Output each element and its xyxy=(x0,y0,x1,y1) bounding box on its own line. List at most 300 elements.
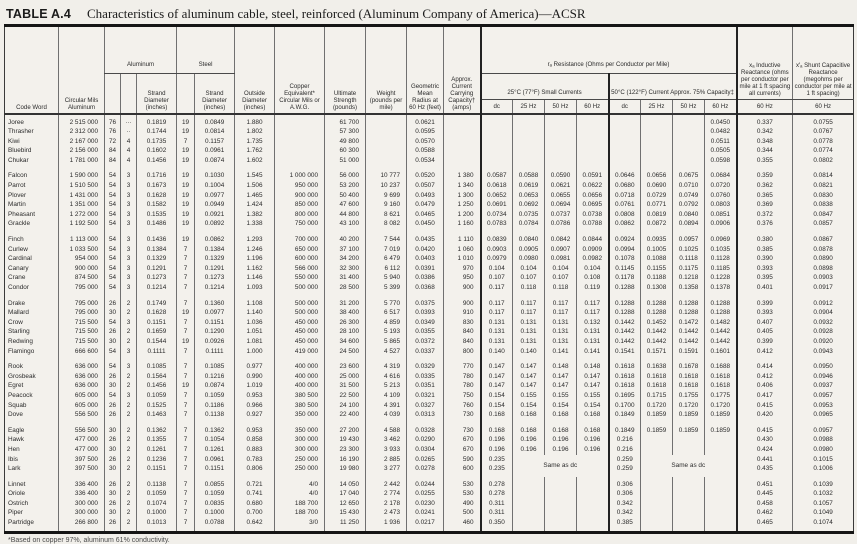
cell-code-word: Crow xyxy=(8,318,23,326)
cell-r50-25hz: 0.1638 xyxy=(641,359,673,372)
cell-outside-diameter: 0.953 xyxy=(235,423,275,436)
table-row xyxy=(5,210,854,220)
cell-r25-50hz xyxy=(545,114,577,128)
table-row xyxy=(5,232,854,245)
cell-r50-50hz: 0.1755 xyxy=(673,391,705,401)
cell-xa-60hz: 0.415 xyxy=(737,401,793,411)
cell-al-strand-diameter: 0.1059 xyxy=(137,489,177,499)
cell-amps: 530 xyxy=(444,477,481,490)
cell-r50-60hz: 0.1775 xyxy=(705,391,737,401)
cell-circular-mils: 900 000 xyxy=(59,264,105,274)
cell-xc-60hz: 0.1032 xyxy=(793,489,854,499)
cell-xc-60hz: 0.0814 xyxy=(793,168,854,181)
cell-r25-25hz: 0.0692 xyxy=(513,200,545,210)
cell-gmr: 0.0355 xyxy=(407,327,444,337)
cell-r50-50hz: 0.1442 xyxy=(673,337,705,347)
cell-r25-25hz xyxy=(513,477,545,490)
cell-al-strands: 30 xyxy=(105,381,121,391)
cell-r25-60hz: 0.132 xyxy=(577,318,609,328)
cell-circular-mils: 715 500 xyxy=(59,318,105,328)
cell-code-word: Dove xyxy=(8,411,23,419)
cell-r50-dc: 0.1849 xyxy=(609,423,641,436)
cell-r25-25hz: 0.104 xyxy=(513,264,545,274)
cell-r50-dc: 0.1695 xyxy=(609,391,641,401)
cell-st-strand-diameter: 0.0961 xyxy=(195,455,235,465)
cell-code-word: Flamingo xyxy=(8,347,35,355)
col-header-inductive-reactance: xₐ Inductive Reactance (ohms per conductor per mile at 1 ft spacing all currents) xyxy=(737,26,793,100)
cell-ultimate-strength: 34 600 xyxy=(325,337,366,347)
cell-st-strands: 7 xyxy=(177,283,195,296)
cell-al-strand-diameter: 0.1525 xyxy=(137,401,177,411)
cell-weight: 5 865 xyxy=(366,337,407,347)
col-header-capacitive-reactance: x′ₐ Shunt Capacitive Reactance (megohms per conductor per mile at 1 ft spacing) xyxy=(793,26,854,100)
cell-al-layers: 3 xyxy=(121,245,137,255)
cell-amps: 590 xyxy=(444,455,481,465)
cell-al-layers: 2 xyxy=(121,477,137,490)
cell-xc-60hz: 0.0890 xyxy=(793,254,854,264)
cell-al-strand-diameter: 0.1059 xyxy=(137,391,177,401)
cell-xc-60hz: 0.1057 xyxy=(793,499,854,509)
cell-r50-25hz: 0.1288 xyxy=(641,296,673,309)
cell-al-strands: 84 xyxy=(105,156,121,169)
cell-r25-60hz: 0.131 xyxy=(577,337,609,347)
cell-circular-mils: 2 515 000 xyxy=(59,114,105,128)
cell-code-word: Peacock xyxy=(8,391,33,399)
table-row xyxy=(5,337,854,347)
cell-ultimate-strength: 14 050 xyxy=(325,477,366,490)
cell-r25-25hz: 0.168 xyxy=(513,410,545,423)
cell-xc-60hz: 0.0920 xyxy=(793,337,854,347)
cell-outside-diameter: 1.424 xyxy=(235,200,275,210)
cell-amps xyxy=(444,114,481,128)
cell-circular-mils: 1 113 000 xyxy=(59,232,105,245)
cell-amps: 1 200 xyxy=(444,210,481,220)
cell-code-word: Finch xyxy=(8,236,24,244)
cell-r25-60hz xyxy=(577,156,609,169)
cell-outside-diameter: 1.802 xyxy=(235,127,275,137)
cell-r25-50hz: 0.107 xyxy=(545,273,577,283)
cell-r25-50hz: 0.155 xyxy=(545,391,577,401)
cell-ultimate-strength: 60 300 xyxy=(325,146,366,156)
table-row xyxy=(5,410,854,423)
cell-copper-equivalent: 700 000 xyxy=(275,232,325,245)
cell-r25-50hz: 0.0981 xyxy=(545,254,577,264)
cell-r50-25hz: 0.1288 xyxy=(641,308,673,318)
col-header-r50-25hz: 25 Hz xyxy=(641,100,673,114)
cell-al-strand-diameter: 0.1582 xyxy=(137,200,177,210)
cell-r50-dc: 0.1618 xyxy=(609,381,641,391)
cell-r50-50hz: 0.1218 xyxy=(673,273,705,283)
cell-st-strands: 7 xyxy=(177,499,195,509)
cell-r25-50hz xyxy=(545,127,577,137)
cell-xa-60hz: 0.430 xyxy=(737,435,793,445)
cell-r50-25hz: 0.0771 xyxy=(641,200,673,210)
cell-st-strands: 19 xyxy=(177,168,195,181)
cell-al-layers: 2 xyxy=(121,445,137,455)
cell-ultimate-strength: 31 400 xyxy=(325,273,366,283)
cell-code-word: Canary xyxy=(8,264,29,272)
cell-amps: 900 xyxy=(444,296,481,309)
table-row xyxy=(5,254,854,264)
table-row xyxy=(5,137,854,147)
cell-r50-25hz: 0.1452 xyxy=(641,318,673,328)
cell-r50-25hz xyxy=(641,146,673,156)
cell-r50-60hz: 0.1618 xyxy=(705,381,737,391)
cell-r50-60hz: 0.1720 xyxy=(705,401,737,411)
cell-al-strands: 30 xyxy=(105,508,121,518)
cell-weight: 4 039 xyxy=(366,410,407,423)
table-row xyxy=(5,273,854,283)
cell-r50-60hz xyxy=(705,477,737,490)
cell-r25-dc: 0.311 xyxy=(481,499,513,509)
table-row xyxy=(5,181,854,191)
cell-weight: 9 160 xyxy=(366,200,407,210)
cell-r25-25hz: 0.140 xyxy=(513,347,545,360)
cell-outside-diameter: 0.977 xyxy=(235,359,275,372)
col-header-current-capacity: Approx. Current Carrying Capacity† (amps) xyxy=(444,26,481,114)
cell-r50-dc: 0.0718 xyxy=(609,191,641,201)
cell-r50-60hz: 0.1688 xyxy=(705,359,737,372)
cell-circular-mils: 795 000 xyxy=(59,308,105,318)
cell-r50-60hz xyxy=(705,518,737,532)
cell-al-strand-diameter: 0.1744 xyxy=(137,127,177,137)
cell-r25-dc: 0.0903 xyxy=(481,245,513,255)
footnote: *Based on copper 97%, aluminum 61% conductivity. xyxy=(8,536,170,544)
cell-al-layers: 3 xyxy=(121,181,137,191)
cell-r25-60hz: 0.0656 xyxy=(577,191,609,201)
cell-al-strand-diameter: 0.1486 xyxy=(137,219,177,232)
cell-xc-60hz: 0.0857 xyxy=(793,219,854,232)
cell-r25-60hz xyxy=(577,518,609,532)
cell-xa-60hz: 0.376 xyxy=(737,219,793,232)
cell-ultimate-strength: 31 200 xyxy=(325,296,366,309)
cell-al-strand-diameter: 0.1111 xyxy=(137,347,177,360)
cell-r50-50hz xyxy=(673,518,705,532)
cell-xc-60hz: 0.1039 xyxy=(793,477,854,490)
cell-circular-mils: 336 400 xyxy=(59,477,105,490)
cell-r25-60hz xyxy=(577,499,609,509)
cell-r25-25hz: 0.147 xyxy=(513,372,545,382)
cell-r25-25hz: 0.0619 xyxy=(513,181,545,191)
cell-r25-dc: 0.235 xyxy=(481,464,513,477)
cell-st-strands: 19 xyxy=(177,181,195,191)
cell-copper-equivalent: 3/0 xyxy=(275,518,325,532)
cell-r50-60hz: 0.0684 xyxy=(705,168,737,181)
cell-r50-25hz: 0.0656 xyxy=(641,168,673,181)
cell-r50-50hz xyxy=(673,127,705,137)
cell-weight: 6 479 xyxy=(366,254,407,264)
cell-r50-dc: 0.1288 xyxy=(609,283,641,296)
cell-copper-equivalent: 4/0 xyxy=(275,489,325,499)
cell-xc-60hz: 0.0957 xyxy=(793,391,854,401)
cell-ultimate-strength: 25 000 xyxy=(325,372,366,382)
cell-amps: 970 xyxy=(444,264,481,274)
cell-r50-50hz: 0.1618 xyxy=(673,372,705,382)
cell-al-layers: ·· xyxy=(121,127,137,137)
cell-r50-dc: 0.1442 xyxy=(609,318,641,328)
cell-gmr: 0.0493 xyxy=(407,191,444,201)
cell-r50-dc xyxy=(609,146,641,156)
table-row xyxy=(5,308,854,318)
cell-r25-dc: 0.196 xyxy=(481,435,513,445)
cell-r25-25hz: 0.118 xyxy=(513,283,545,296)
cell-weight: 5 213 xyxy=(366,381,407,391)
cell-al-strand-diameter: 0.1456 xyxy=(137,381,177,391)
cell-outside-diameter: 1.162 xyxy=(235,264,275,274)
cell-r25-60hz xyxy=(577,114,609,128)
cell-r50-dc: 0.306 xyxy=(609,489,641,499)
table-row xyxy=(5,445,854,455)
cell-xc-60hz: 0.0755 xyxy=(793,114,854,128)
cell-gmr: 0.0313 xyxy=(407,410,444,423)
cell-xa-60hz: 0.359 xyxy=(737,168,793,181)
cell-amps: 840 xyxy=(444,337,481,347)
cell-al-strands: 54 xyxy=(105,254,121,264)
cell-r25-60hz: 0.119 xyxy=(577,283,609,296)
cell-r50-50hz: 0.1859 xyxy=(673,410,705,423)
cell-r25-50hz xyxy=(545,477,577,490)
cell-copper-equivalent: 400 000 xyxy=(275,372,325,382)
cell-r25-25hz xyxy=(513,114,545,128)
cell-circular-mils: 556 500 xyxy=(59,423,105,436)
cell-gmr: 0.0372 xyxy=(407,337,444,347)
cell-st-strands: 19 xyxy=(177,200,195,210)
cell-al-strands: 26 xyxy=(105,477,121,490)
cell-gmr: 0.0391 xyxy=(407,264,444,274)
cell-r25-25hz: 0.0905 xyxy=(513,245,545,255)
cell-ultimate-strength: 43 100 xyxy=(325,219,366,232)
cell-al-layers: 3 xyxy=(121,200,137,210)
cell-r25-50hz: 0.118 xyxy=(545,283,577,296)
cell-r25-25hz: 0.196 xyxy=(513,445,545,455)
cell-st-strands: 7 xyxy=(177,359,195,372)
cell-al-strand-diameter: 0.1214 xyxy=(137,283,177,296)
cell-st-strand-diameter: 0.1138 xyxy=(195,410,235,423)
cell-copper-equivalent: 450 000 xyxy=(275,337,325,347)
cell-outside-diameter: 1.382 xyxy=(235,210,275,220)
col-header-al-layers xyxy=(121,74,137,114)
cell-copper-equivalent: 500 000 xyxy=(275,296,325,309)
cell-r50-50hz: 0.1442 xyxy=(673,327,705,337)
cell-al-strands: 54 xyxy=(105,359,121,372)
cell-xa-60hz: 0.412 xyxy=(737,372,793,382)
cell-code-word: Oriole xyxy=(8,490,26,498)
cell-xc-60hz: 0.1015 xyxy=(793,455,854,465)
cell-st-strands: 7 xyxy=(177,455,195,465)
cell-r50-dc: 0.259 xyxy=(609,464,641,477)
cell-amps: 500 xyxy=(444,508,481,518)
cell-code-word: Crane xyxy=(8,274,26,282)
cell-circular-mils: 1 510 500 xyxy=(59,181,105,191)
cell-code-word: Linnet xyxy=(8,480,26,488)
cell-gmr: 0.0534 xyxy=(407,156,444,169)
cell-amps: 800 xyxy=(444,347,481,360)
cell-gmr: 0.0588 xyxy=(407,146,444,156)
cell-st-strands: 7 xyxy=(177,477,195,490)
cell-weight: 5 399 xyxy=(366,283,407,296)
table-row xyxy=(5,381,854,391)
cell-al-layers: 2 xyxy=(121,327,137,337)
cell-xa-60hz: 0.362 xyxy=(737,181,793,191)
cell-r50-25hz: 0.1088 xyxy=(641,254,673,264)
col-header-r25-dc: dc xyxy=(481,100,513,114)
cell-gmr: 0.0217 xyxy=(407,518,444,532)
cell-st-strand-diameter: 0.1004 xyxy=(195,181,235,191)
cell-r50-dc: 0.1288 xyxy=(609,308,641,318)
cell-amps: 1 300 xyxy=(444,191,481,201)
cell-ultimate-strength: 32 300 xyxy=(325,264,366,274)
cell-gmr: 0.0337 xyxy=(407,347,444,360)
cell-r25-dc: 0.154 xyxy=(481,401,513,411)
col-header-code-word: Code Word xyxy=(5,26,59,114)
cell-r50-60hz: 0.1128 xyxy=(705,254,737,264)
cell-xa-60hz: 0.399 xyxy=(737,337,793,347)
cell-r25-60hz: 0.0695 xyxy=(577,200,609,210)
cell-r25-50hz: 0.0907 xyxy=(545,245,577,255)
cell-st-strands: 7 xyxy=(177,254,195,264)
cell-r50-dc: 0.342 xyxy=(609,508,641,518)
cell-r50-50hz: 0.0840 xyxy=(673,210,705,220)
cell-al-strand-diameter: 0.1659 xyxy=(137,327,177,337)
cell-r50-dc: 0.1178 xyxy=(609,273,641,283)
cell-r50-25hz xyxy=(641,127,673,137)
cell-st-strand-diameter: 0.0926 xyxy=(195,337,235,347)
cell-st-strands: 19 xyxy=(177,146,195,156)
cell-st-strands: 7 xyxy=(177,445,195,455)
cell-r25-dc xyxy=(481,156,513,169)
cell-code-word: Falcon xyxy=(8,172,28,180)
cell-st-strand-diameter: 0.1214 xyxy=(195,283,235,296)
cell-amps: 840 xyxy=(444,327,481,337)
cell-copper-equivalent xyxy=(275,114,325,128)
cell-outside-diameter: 1.000 xyxy=(235,347,275,360)
cell-xc-60hz: 0.1074 xyxy=(793,518,854,532)
cell-copper-equivalent: 380 500 xyxy=(275,391,325,401)
cell-al-strands: 54 xyxy=(105,200,121,210)
cell-r50-60hz: 0.1482 xyxy=(705,318,737,328)
cell-amps: 1 250 xyxy=(444,200,481,210)
cell-al-strands: 26 xyxy=(105,499,121,509)
cell-xc-60hz: 0.0903 xyxy=(793,273,854,283)
cell-r50-25hz: 0.1442 xyxy=(641,337,673,347)
cell-al-strand-diameter: 0.1151 xyxy=(137,318,177,328)
cell-outside-diameter: 1.338 xyxy=(235,219,275,232)
cell-st-strand-diameter: 0.1000 xyxy=(195,508,235,518)
cell-st-strand-diameter: 0.1329 xyxy=(195,254,235,264)
cell-r50-50hz: 0.1358 xyxy=(673,283,705,296)
cell-al-strands: 30 xyxy=(105,337,121,347)
cell-amps: 1 010 xyxy=(444,254,481,264)
cell-al-strands: 54 xyxy=(105,264,121,274)
cell-xc-60hz: 0.0953 xyxy=(793,401,854,411)
cell-copper-equivalent: 750 000 xyxy=(275,219,325,232)
cell-outside-diameter: 0.721 xyxy=(235,477,275,490)
cell-gmr: 0.0321 xyxy=(407,391,444,401)
cell-amps: 730 xyxy=(444,410,481,423)
cell-xa-60hz: 0.337 xyxy=(737,114,793,128)
cell-r25-dc: 0.107 xyxy=(481,273,513,283)
cell-amps: 1 340 xyxy=(444,181,481,191)
cell-r25-dc: 0.147 xyxy=(481,359,513,372)
cell-r25-50hz: 0.196 xyxy=(545,445,577,455)
cell-r25-dc xyxy=(481,137,513,147)
cell-outside-diameter: 0.642 xyxy=(235,518,275,532)
table-row xyxy=(5,168,854,181)
cell-r50-50hz xyxy=(673,146,705,156)
cell-r50-dc: 0.0680 xyxy=(609,181,641,191)
cell-copper-equivalent: 950 000 xyxy=(275,181,325,191)
cell-circular-mils: 266 800 xyxy=(59,518,105,532)
cell-weight xyxy=(366,137,407,147)
cell-outside-diameter: 0.966 xyxy=(235,401,275,411)
cell-r50-dc xyxy=(609,156,641,169)
cell-ultimate-strength: 57 300 xyxy=(325,127,366,137)
cell-r50-dc: 0.342 xyxy=(609,499,641,509)
cell-r50-60hz xyxy=(705,508,737,518)
cell-copper-equivalent: 380 500 xyxy=(275,401,325,411)
cell-xa-60hz: 0.451 xyxy=(737,477,793,490)
cell-code-word: Hawk xyxy=(8,436,24,444)
cell-code-word: Thrasher xyxy=(8,128,34,136)
cell-r25-25hz: 0.0840 xyxy=(513,232,545,245)
cell-st-strands: 19 xyxy=(177,308,195,318)
cell-weight: 9 699 xyxy=(366,191,407,201)
cell-xc-60hz: 0.0767 xyxy=(793,127,854,137)
cell-r25-60hz xyxy=(577,489,609,499)
cell-r50-25hz xyxy=(641,489,673,499)
cell-ultimate-strength: 50 400 xyxy=(325,191,366,201)
cell-r25-50hz: 0.131 xyxy=(545,327,577,337)
cell-al-layers: 3 xyxy=(121,318,137,328)
cell-gmr: 0.0241 xyxy=(407,508,444,518)
cell-circular-mils: 954 000 xyxy=(59,254,105,264)
cell-gmr: 0.0351 xyxy=(407,381,444,391)
cell-r25-60hz: 0.155 xyxy=(577,391,609,401)
cell-r50-60hz: 0.1618 xyxy=(705,372,737,382)
cell-r25-25hz: 0.0980 xyxy=(513,254,545,264)
cell-r50-25hz: 0.0935 xyxy=(641,232,673,245)
cell-ultimate-strength: 28 100 xyxy=(325,327,366,337)
cell-r25-25hz: 0.155 xyxy=(513,391,545,401)
cell-al-strands: 76 xyxy=(105,114,121,128)
cell-xa-60hz: 0.385 xyxy=(737,245,793,255)
cell-gmr: 0.0255 xyxy=(407,489,444,499)
cell-al-strand-diameter: 0.1819 xyxy=(137,114,177,128)
cell-r50-dc: 0.0862 xyxy=(609,219,641,232)
cell-circular-mils: 636 000 xyxy=(59,359,105,372)
cell-weight: 8 082 xyxy=(366,219,407,232)
cell-r25-60hz: 0.0982 xyxy=(577,254,609,264)
cell-r25-dc: 0.0691 xyxy=(481,200,513,210)
cell-r25-dc: 0.131 xyxy=(481,318,513,328)
cell-r25-25hz: 0.168 xyxy=(513,423,545,436)
cell-r25-50hz: 0.117 xyxy=(545,296,577,309)
cell-r25-25hz: 0.131 xyxy=(513,337,545,347)
cell-r25-25hz xyxy=(513,518,545,532)
cell-amps: 1 380 xyxy=(444,168,481,181)
cell-al-strand-diameter: 0.1602 xyxy=(137,146,177,156)
cell-copper-equivalent xyxy=(275,127,325,137)
cell-r50-50hz xyxy=(673,156,705,169)
cell-al-strands: 26 xyxy=(105,401,121,411)
cell-r25-dc: 0.350 xyxy=(481,518,513,532)
cell-r50-25hz: 0.0690 xyxy=(641,181,673,191)
col-header-al-strands xyxy=(105,74,121,114)
cell-code-word: Redwing xyxy=(8,337,33,345)
cell-al-strands: 26 xyxy=(105,455,121,465)
cell-gmr: 0.0595 xyxy=(407,127,444,137)
cell-r25-60hz: 0.0622 xyxy=(577,181,609,191)
